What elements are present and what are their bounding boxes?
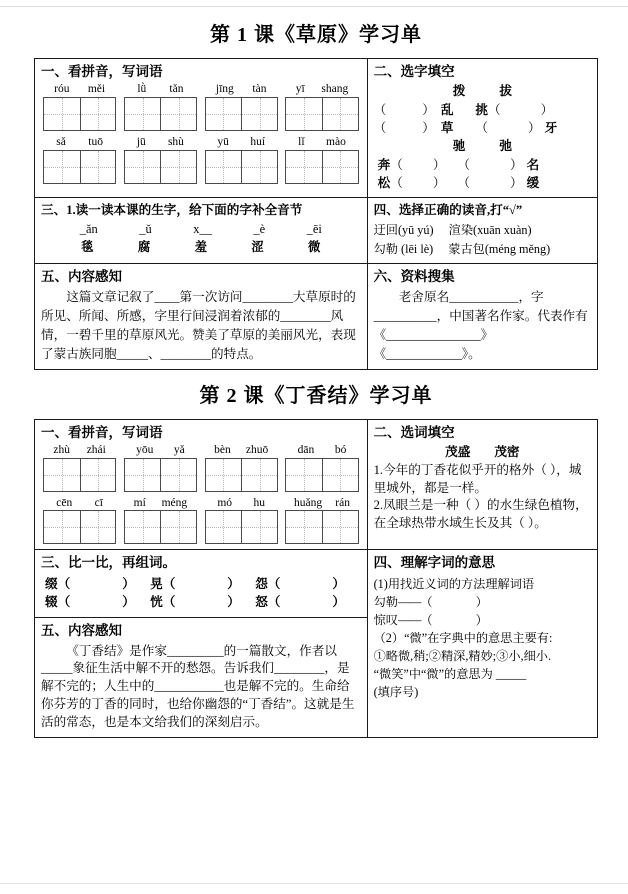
pinyin-syllable: mào xyxy=(326,135,346,148)
tianzige-box[interactable] xyxy=(124,510,197,544)
pinyin-grid-group xyxy=(41,444,361,544)
pinyin-syllable: cēn xyxy=(56,496,73,509)
tianzige-box[interactable] xyxy=(43,150,116,184)
paren-open[interactable]: （ xyxy=(457,157,470,172)
char-fill-row xyxy=(374,157,591,175)
pinyin-syllable: jīng xyxy=(215,83,234,96)
dictionary-answer-blank[interactable]: “微笑”中“微”的意思为 _____ xyxy=(373,666,527,681)
compare-item[interactable] xyxy=(150,593,255,612)
section-heading: 五、内容感知 xyxy=(41,269,122,285)
pinyin-label xyxy=(285,136,358,149)
tianzige-cell[interactable] xyxy=(125,98,161,130)
pronunciation-row xyxy=(374,240,591,258)
paren-open[interactable]: （ xyxy=(390,175,403,190)
section-heading: 二、选词填空 xyxy=(373,424,455,440)
word-cell xyxy=(205,83,278,131)
tianzige-cell[interactable] xyxy=(44,459,80,491)
tianzige-box[interactable] xyxy=(43,458,116,492)
lesson-2-title: 第 2 课《丁香结》学习单 xyxy=(199,384,433,407)
hanzi-char: 毯 xyxy=(81,240,94,255)
tianzige-cell[interactable] xyxy=(44,511,80,543)
pinyin-label xyxy=(43,444,116,457)
pinyin-label xyxy=(285,83,358,96)
word-cell xyxy=(43,497,116,545)
word-cell xyxy=(124,444,197,492)
synonym-word: 勾勒 xyxy=(373,594,398,609)
word-cell xyxy=(205,497,278,545)
pinyin-label xyxy=(43,136,116,149)
section-body-text[interactable]: 这篇文章记叙了____第一次访问________大草原时的所见、所闻、所感，字里行间浸润着浓郁的________风情，一碧千里的草原风光。赞美了草原的美丽风光，表现了蒙古族同胞_____、________的特点。 xyxy=(41,290,356,361)
pinyin-label xyxy=(205,444,278,457)
paren-close: ） xyxy=(432,175,446,190)
target-char: 缓 xyxy=(526,175,540,190)
lesson-1-title: 第 1 课《草原》学习单 xyxy=(210,24,422,46)
tianzige-box[interactable] xyxy=(285,150,358,184)
section-heading: 六、资料搜集 xyxy=(373,269,455,285)
pinyin-syllable: hu xyxy=(253,496,266,509)
section-heading: 四、选择正确的读音,打“√” xyxy=(373,203,523,218)
word-choice[interactable]: 茂密 xyxy=(494,445,520,460)
paren-close: ） xyxy=(332,595,345,610)
compare-char: 辍（ xyxy=(45,595,71,610)
pinyin-syllable: dān xyxy=(297,444,315,457)
target-char: 奔 xyxy=(377,157,391,172)
meaning-block xyxy=(374,575,591,701)
pinyin-syllable: yū xyxy=(217,135,229,148)
paren-open[interactable]: （ xyxy=(488,103,501,118)
pinyin-row xyxy=(43,497,359,545)
table-row xyxy=(35,59,598,198)
word-cell xyxy=(124,83,197,131)
hanzi-char: 羞 xyxy=(194,240,207,255)
pinyin-label xyxy=(205,83,278,96)
section-body-text[interactable]: 老舍原名___________，字__________，中国著名作家。代表作有《_______________》《____________》。 xyxy=(373,290,588,361)
section-heading: 五、内容感知 xyxy=(41,623,122,639)
section-heading: 三、比一比，再组词。 xyxy=(41,555,176,571)
compare-char: 晃（ xyxy=(150,576,176,591)
pinyin-label xyxy=(43,83,116,96)
paren-open[interactable]: （ xyxy=(457,175,470,190)
pinyin-syllable: mí xyxy=(133,496,146,509)
pinyin-label xyxy=(124,444,197,457)
paren-open[interactable]: （ xyxy=(390,157,403,172)
sub-question-label: (1)用找近义词的方法理解词语 xyxy=(373,576,535,591)
synonym-dash: ——（ xyxy=(398,594,432,609)
tianzige-cell[interactable] xyxy=(80,151,116,183)
paren-close: ） xyxy=(227,576,240,591)
compare-item[interactable] xyxy=(45,575,150,594)
tianzige-cell[interactable] xyxy=(160,98,196,130)
tianzige-cell[interactable] xyxy=(322,511,358,543)
pinyin-syllable: zhuō xyxy=(245,444,269,457)
pinyin-syllable: tuō xyxy=(88,135,103,148)
pinyin-syllable: lǐ xyxy=(298,135,305,148)
compare-item[interactable] xyxy=(45,593,150,612)
paren-open[interactable]: （ xyxy=(373,103,387,118)
pinyin-label xyxy=(43,497,116,510)
tianzige-cell[interactable] xyxy=(160,459,196,491)
compare-char: 怒（ xyxy=(255,595,281,610)
char-choice[interactable]: 拨 xyxy=(452,84,466,99)
tianzige-cell[interactable] xyxy=(125,511,161,543)
syllable-blank[interactable]: _ǔ xyxy=(139,222,152,237)
pinyin-row xyxy=(43,83,359,131)
lesson1-section-5 xyxy=(35,264,368,370)
compare-char: 恍（ xyxy=(150,595,176,610)
target-char: 乱 xyxy=(440,103,454,118)
pinyin-row xyxy=(43,444,359,492)
pronunciation-choice[interactable]: 迂回(yū yú) xyxy=(373,223,434,238)
pinyin-syllable: cī xyxy=(94,496,103,509)
tianzige-cell[interactable] xyxy=(160,151,196,183)
paren-close: ） xyxy=(422,103,435,118)
dictionary-meanings: ①略微,稍;②精深,精妙;③小,细小. xyxy=(373,648,552,663)
tianzige-cell[interactable] xyxy=(206,98,242,130)
paren-close: ） xyxy=(528,120,541,135)
tianzige-cell[interactable] xyxy=(322,151,358,183)
tianzige-box[interactable] xyxy=(124,97,197,131)
tianzige-box[interactable] xyxy=(285,458,358,492)
compare-row xyxy=(41,593,361,612)
lesson1-section-6 xyxy=(367,264,597,370)
pinyin-syllable: yī xyxy=(295,83,305,96)
paren-close: ） xyxy=(332,576,345,591)
word-cell xyxy=(43,136,116,184)
tianzige-cell[interactable] xyxy=(44,98,80,130)
word-cell xyxy=(285,497,358,545)
word-cell xyxy=(205,136,278,184)
paren-close: ） xyxy=(122,576,135,591)
word-cell xyxy=(43,83,116,131)
syllable-blank[interactable]: _ēi xyxy=(306,222,322,237)
compare-item[interactable] xyxy=(150,575,255,594)
word-cell xyxy=(124,136,197,184)
tianzige-cell[interactable] xyxy=(80,511,116,543)
char-choice[interactable]: 弛 xyxy=(499,138,512,153)
hanzi-char: 涩 xyxy=(251,240,264,255)
word-cell xyxy=(43,444,116,492)
tianzige-cell[interactable] xyxy=(286,459,322,491)
char-fill-row xyxy=(374,120,591,138)
tianzige-box[interactable] xyxy=(205,97,278,131)
synonym-word: 惊叹 xyxy=(373,612,398,627)
pinyin-syllable: zhù xyxy=(53,444,70,457)
pinyin-label xyxy=(205,497,278,510)
pinyin-syllable: jū xyxy=(136,135,146,148)
fill-order-note: (填序号) xyxy=(373,684,419,699)
pinyin-label xyxy=(285,497,358,510)
hanzi-char: 微 xyxy=(308,240,321,255)
compare-char: 缀（ xyxy=(45,576,71,591)
lesson2-section-5 xyxy=(35,618,368,738)
compare-item[interactable] xyxy=(255,593,360,612)
paren-close: ） xyxy=(540,103,554,118)
fill-question-2[interactable]: 2.凤眼兰是一种（ ）的水生绿色植物，在全球热带水域生长及其（ ）。 xyxy=(373,498,588,531)
target-char: 草 xyxy=(440,120,454,135)
tianzige-cell[interactable] xyxy=(286,98,322,130)
section-heading: 二、选字填空 xyxy=(373,64,455,79)
target-char: 名 xyxy=(526,157,540,172)
pinyin-row xyxy=(43,136,359,184)
syllable-blank[interactable]: _è xyxy=(253,222,266,237)
paren-close: ） xyxy=(510,157,523,172)
paren-open[interactable]: （ xyxy=(475,120,488,135)
tianzige-cell[interactable] xyxy=(286,511,322,543)
tianzige-box[interactable] xyxy=(285,510,358,544)
lesson2-section-1 xyxy=(35,419,368,550)
word-cell xyxy=(285,444,358,492)
synonym-item[interactable] xyxy=(374,593,591,611)
hanzi-row xyxy=(41,239,361,257)
tianzige-cell[interactable] xyxy=(206,511,242,543)
pinyin-syllable: zhái xyxy=(86,444,106,457)
compare-char: 怨（ xyxy=(255,576,281,591)
tianzige-cell[interactable] xyxy=(80,98,116,130)
pinyin-syllable: měi xyxy=(87,83,106,96)
tianzige-box[interactable] xyxy=(124,150,197,184)
target-char: 牙 xyxy=(544,120,558,135)
lesson1-section-2 xyxy=(367,59,597,198)
word-cell xyxy=(285,83,358,131)
char-choice[interactable]: 拔 xyxy=(499,84,512,99)
pronunciation-choice[interactable]: 勾勒 (lēi lè) xyxy=(373,241,434,256)
word-choice[interactable]: 茂盛 xyxy=(445,445,471,460)
dictionary-question-line: （2）“微”在字典中的意思主要有: xyxy=(373,630,553,645)
pinyin-syllable: lǜ xyxy=(137,83,147,96)
pinyin-syllable: bèn xyxy=(214,444,231,457)
lesson1-section-1 xyxy=(35,59,368,198)
lesson2-section-3 xyxy=(35,550,368,618)
pinyin-syllable: bó xyxy=(334,444,347,457)
section-heading: 一、看拼音，写词语 xyxy=(41,424,163,440)
lesson2-section-2 xyxy=(367,419,597,550)
paren-open[interactable]: （ xyxy=(373,120,387,135)
tianzige-box[interactable] xyxy=(205,510,278,544)
syllable-blank[interactable]: _ǎn xyxy=(79,222,98,237)
tianzige-cell[interactable] xyxy=(241,98,277,130)
pinyin-syllable: rán xyxy=(335,496,350,509)
tianzige-box[interactable] xyxy=(43,97,116,131)
section-heading: 三、1.读一读本课的生字，给下面的字补全音节 xyxy=(41,203,303,218)
tianzige-cell[interactable] xyxy=(241,459,277,491)
paren-close: ） xyxy=(422,120,435,135)
tianzige-cell[interactable] xyxy=(322,98,358,130)
pinyin-syllable: méng xyxy=(161,496,188,509)
tianzige-box[interactable] xyxy=(205,458,278,492)
pronunciation-row xyxy=(374,221,591,239)
hanzi-char: 腐 xyxy=(137,240,151,255)
lesson1-section-4 xyxy=(367,198,597,264)
target-char: 挑 xyxy=(475,103,488,118)
pinyin-syllable: róu xyxy=(54,83,70,96)
table-row xyxy=(35,264,598,370)
table-row xyxy=(35,198,598,264)
paren-close: ） xyxy=(122,595,135,610)
tianzige-cell[interactable] xyxy=(241,151,277,183)
pinyin-syllable: tǎn xyxy=(169,83,184,96)
tianzige-cell[interactable] xyxy=(322,459,358,491)
char-choice[interactable]: 驰 xyxy=(452,138,466,153)
target-char: 松 xyxy=(377,175,391,190)
section-heading: 一、看拼音，写词语 xyxy=(41,64,163,79)
char-choices xyxy=(374,83,591,101)
tianzige-box[interactable] xyxy=(205,150,278,184)
tianzige-box[interactable] xyxy=(285,97,358,131)
lesson1-section-3 xyxy=(35,198,368,264)
char-fill-row xyxy=(374,175,591,193)
pronunciation-choice[interactable]: 蒙古包(méng měng) xyxy=(448,241,551,256)
page-bottom-divider xyxy=(0,883,628,884)
pinyin-syllable: mó xyxy=(217,496,233,509)
synonym-dash: ——（ xyxy=(398,612,432,627)
tianzige-cell[interactable] xyxy=(44,151,80,183)
pronunciation-choice[interactable]: 渲染(xuān xuàn) xyxy=(448,223,532,238)
tianzige-cell[interactable] xyxy=(160,511,196,543)
paren-close: ） xyxy=(227,595,240,610)
tianzige-box[interactable] xyxy=(124,458,197,492)
compare-row xyxy=(41,575,361,594)
synonym-item[interactable] xyxy=(374,611,591,629)
table-row xyxy=(35,419,598,550)
word-choices xyxy=(374,444,591,462)
char-fill-group-1 xyxy=(374,83,591,192)
tianzige-cell[interactable] xyxy=(241,511,277,543)
syllable-row xyxy=(41,221,361,239)
word-cell xyxy=(285,136,358,184)
compare-item[interactable] xyxy=(255,575,360,594)
pinyin-syllable: shang xyxy=(321,83,349,96)
pinyin-syllable: huǎng xyxy=(293,496,323,509)
pinyin-label xyxy=(124,136,197,149)
paren-close: ） xyxy=(510,175,523,190)
paren-close: ） xyxy=(432,157,446,172)
section-heading: 四、理解字词的意思 xyxy=(373,555,496,571)
paren-close: ） xyxy=(475,594,488,609)
lesson2-section-4 xyxy=(367,550,597,738)
section-body-text[interactable]: 《丁香结》是作家_________的一篇散文，作者以_____象征生活中解不开的愁怨。告诉我们________，是解不完的；人生中的___________也是解不完的。生命给你芬芳的丁香的同时，也给你幽怨的“丁香结”。这就是生活的常态，也是本文给我们的深刻启示。 xyxy=(41,643,355,730)
fill-question-1[interactable]: 1.今年的丁香花似乎开的格外（ ），城里城外，都是一样。 xyxy=(373,462,582,495)
pinyin-syllable: shù xyxy=(167,135,184,148)
word-cell xyxy=(124,497,197,545)
tianzige-cell[interactable] xyxy=(206,151,242,183)
pinyin-syllable: yǎ xyxy=(173,444,185,457)
paren-close: ） xyxy=(475,612,488,627)
page-top-divider xyxy=(0,6,628,7)
tianzige-box[interactable] xyxy=(43,510,116,544)
pinyin-syllable: yōu xyxy=(136,444,154,457)
tianzige-cell[interactable] xyxy=(80,459,116,491)
tianzige-cell[interactable] xyxy=(125,151,161,183)
word-cell xyxy=(205,444,278,492)
tianzige-cell[interactable] xyxy=(286,151,322,183)
tianzige-cell[interactable] xyxy=(206,459,242,491)
pinyin-label xyxy=(124,497,197,510)
pinyin-syllable: huí xyxy=(250,135,266,148)
syllable-blank[interactable]: x__ xyxy=(193,222,212,237)
table-row xyxy=(35,550,598,618)
pinyin-syllable: tàn xyxy=(252,83,267,96)
lesson-2-table xyxy=(34,419,598,738)
lesson-1-table xyxy=(34,58,598,370)
pinyin-label xyxy=(285,444,358,457)
char-fill-row xyxy=(374,102,591,120)
pinyin-label xyxy=(205,136,278,149)
pinyin-syllable: sǎ xyxy=(56,135,66,148)
pinyin-label xyxy=(124,83,197,96)
pinyin-grid-group xyxy=(41,83,361,183)
char-choices xyxy=(374,138,591,156)
tianzige-cell[interactable] xyxy=(125,459,161,491)
